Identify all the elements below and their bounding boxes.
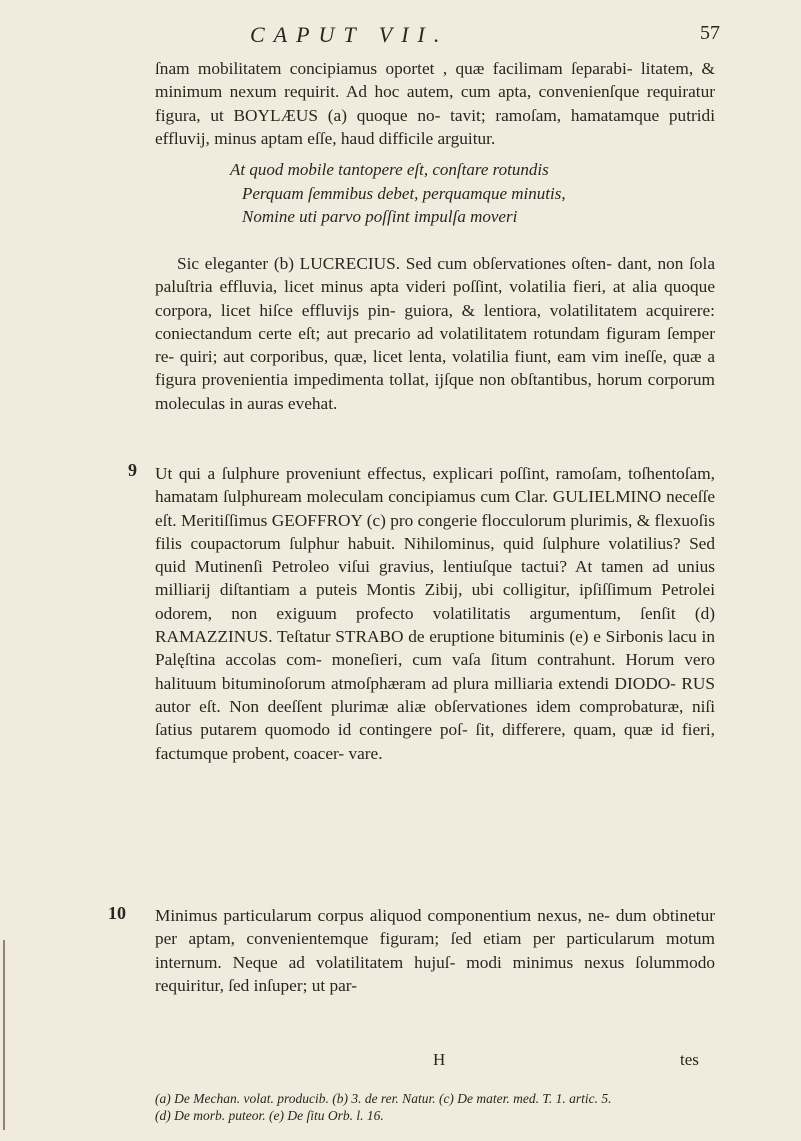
paragraph-4-text: Minimus particularum corpus aliquod componentium nexus, ne- dum obtinetur per aptam, convenientemque figuram; ſed etiam per particularum motum internum. Neque ad volatilitatem hujuſ- modi minimus nexus ſolummodo requiritur, ſed inſuper; ut par-	[155, 906, 715, 995]
verse-quote	[230, 158, 700, 229]
footnote-line: (d) De morb. puteor. (e) De ſitu Orb. l. 16.	[155, 1108, 384, 1123]
section-marker-9: 9	[128, 460, 137, 480]
page-number: 57	[700, 22, 720, 44]
paragraph-2-text: Sic eleganter (b) LUCRECIUS. Sed cum obſervationes oſten- dant, non ſola paluſtria effluvia, licet minus apta videri poſſint, volatilia fieri, at alia quoque corpora, licet hiſce effluvijs pin- guiora, & lentiora, volatilitatem acquirere: coniectandum certe eſt; aut precario ad volatilitatem rotundam figuram ſemper re- quiri; aut corporibus, quæ, licet lenta, volatilia fiunt, eam vim ineſſe, quæ a figura provenientia impedimenta tollat, ijſque non obſtantibus, horum corporum moleculas in auras evehat.	[155, 254, 715, 413]
signature-mark: H	[433, 1050, 446, 1069]
paragraph-4	[155, 904, 715, 997]
paragraph-3-text: Ut qui a ſulphure proveniunt effectus, explicari poſſint, ramoſam, toſhentoſam, hamatam ſulphuream moleculam concipiamus cum Clar. GULIELMINO neceſſe eſt. Meritiſſimus GEOFFROY (c) pro congerie flocculorum plurimis, & flexuoſis filis coupactorum ſulphur habuit. Nihilominus, quid ſulphure volatilius? Sed quid Mutinenſi Petroleo viſui gravius, lentiuſque tactui? At tamen ad unius milliarij diſtantiam a puteis Montis Zibij, ubi colligitur, ipſiſſimum Petrolei odorem, non exiguum profecto volatilitatis argumentum, ſenſit (d) RAMAZZINUS. Teſtatur STRABO de eruptione bituminis (e) e Sirbonis lacu in Palęſtina accolas com- moneſieri, cum vaſa ſitum contrahunt. Horum vero halituum bituminoſorum atmoſphæram ad plura milliaria extendi DIODO- RUS autor eſt. Non deeſſent plurimæ aliæ obſervationes idem comprobaturæ, niſi ſatius putarem quomodo id contingere poſ- ſit, differere, quam, quæ id fieri, factumque probent, coacer- vare.	[155, 464, 715, 763]
margin-rule	[3, 940, 5, 1130]
paragraph-1-text: ſnam mobilitatem concipiamus oportet , quæ facilimam ſeparabi- litatem, & minimum nexum requirit. Ad hoc autem, cum apta, convenienſque requiratur figura, ut BOYLÆUS (a) quoque no- tavit; ramoſam, hamatamque putridi effluvij, minus aptam eſſe, haud difficile arguitur.	[155, 59, 715, 148]
verse-line: Nomine uti parvo poſſint impulſa moveri	[242, 207, 518, 226]
paragraph-2	[155, 252, 715, 415]
verse-line: Perquam ſemmibus debet, perquamque minutis,	[242, 183, 566, 203]
page-header	[250, 22, 720, 52]
paragraph-1	[155, 57, 715, 150]
running-title: CAPUT VII.	[250, 22, 449, 47]
verse-line: At quod mobile tantopere eſt, conſtare rotundis	[230, 160, 549, 179]
footnote-line: (a) De Mechan. volat. producib. (b) 3. de rer. Natur. (c) De mater. med. T. 1. artic. 5.	[155, 1091, 612, 1106]
footnotes	[155, 1090, 735, 1124]
section-marker-10: 10	[108, 903, 126, 923]
paragraph-3	[155, 462, 715, 765]
catchword: tes	[680, 1050, 699, 1069]
